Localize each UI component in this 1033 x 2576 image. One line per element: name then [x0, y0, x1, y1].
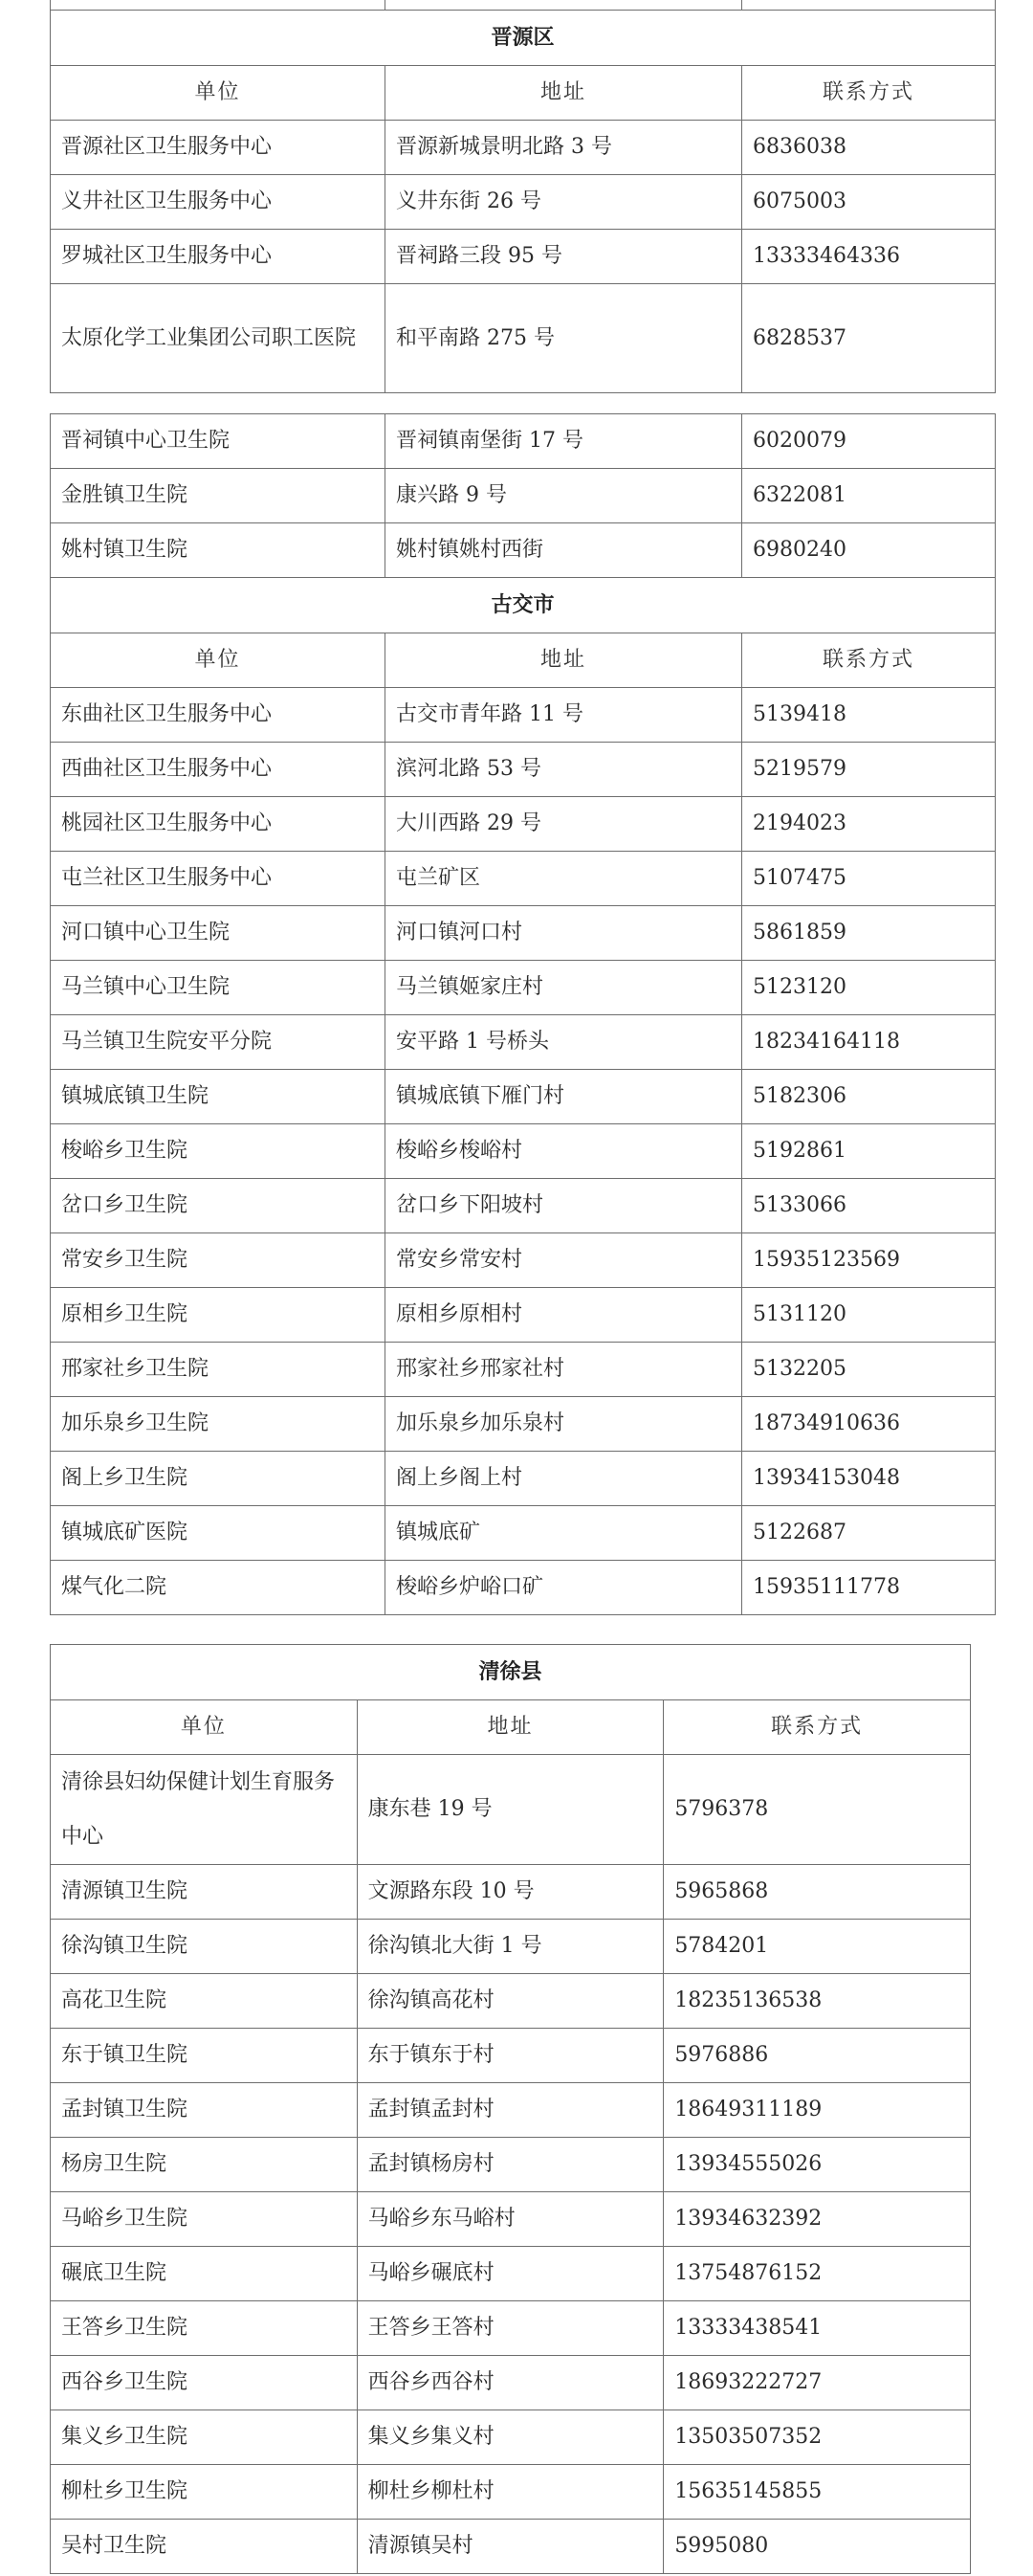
address-cell: 大川西路 29 号 — [385, 797, 742, 852]
address-cell: 徐沟镇高花村 — [357, 1974, 664, 2029]
phone-cell: 15635145855 — [664, 2465, 971, 2520]
unit-cell: 孟封镇卫生院 — [51, 2083, 358, 2138]
address-cell: 晋源新城景明北路 3 号 — [385, 121, 742, 175]
header-contact: 联系方式 — [742, 633, 996, 688]
unit-cell: 杨房卫生院 — [51, 2138, 358, 2192]
address-cell: 孟封镇杨房村 — [357, 2138, 664, 2192]
address-cell: 阁上乡阁上村 — [385, 1452, 742, 1506]
phone-cell: 6980240 — [742, 523, 996, 578]
phone-cell: 18235136538 — [664, 1974, 971, 2029]
phone-cell: 6836038 — [742, 121, 996, 175]
table-jinyuan — [50, 0, 996, 393]
cell-empty — [742, 0, 996, 11]
table-row — [51, 1233, 996, 1288]
unit-cell: 原相乡卫生院 — [51, 1288, 385, 1343]
table-row — [51, 175, 996, 230]
table-row — [51, 230, 996, 284]
table-row — [51, 2247, 971, 2301]
phone-cell: 2194023 — [742, 797, 996, 852]
cut-off-row — [51, 0, 996, 11]
address-cell: 安平路 1 号桥头 — [385, 1015, 742, 1070]
phone-cell: 5107475 — [742, 852, 996, 906]
address-cell: 滨河北路 53 号 — [385, 743, 742, 797]
address-cell: 镇城底矿 — [385, 1506, 742, 1561]
phone-cell: 13754876152 — [664, 2247, 971, 2301]
address-cell: 古交市青年路 11 号 — [385, 688, 742, 743]
address-cell: 东于镇东于村 — [357, 2029, 664, 2083]
region-row — [51, 578, 996, 633]
table-row — [51, 1124, 996, 1179]
address-cell: 文源路东段 10 号 — [357, 1865, 664, 1920]
phone-cell: 13934555026 — [664, 2138, 971, 2192]
unit-cell: 西谷乡卫生院 — [51, 2356, 358, 2410]
phone-cell: 6828537 — [742, 284, 996, 393]
phone-cell: 5123120 — [742, 961, 996, 1015]
address-cell: 加乐泉乡加乐泉村 — [385, 1397, 742, 1452]
header-contact: 联系方式 — [742, 66, 996, 121]
address-cell: 晋祠镇南堡街 17 号 — [385, 414, 742, 469]
header-row — [51, 633, 996, 688]
table-qingxu — [50, 1644, 971, 2574]
phone-cell: 13333464336 — [742, 230, 996, 284]
table-row — [51, 523, 996, 578]
address-cell: 柳杜乡柳杜村 — [357, 2465, 664, 2520]
table-row — [51, 797, 996, 852]
phone-cell: 6075003 — [742, 175, 996, 230]
phone-cell: 5965868 — [664, 1865, 971, 1920]
address-cell: 河口镇河口村 — [385, 906, 742, 961]
unit-cell: 邢家社乡卫生院 — [51, 1343, 385, 1397]
unit-cell: 姚村镇卫生院 — [51, 523, 385, 578]
header-row — [51, 66, 996, 121]
unit-cell: 清源镇卫生院 — [51, 1865, 358, 1920]
address-cell: 邢家社乡邢家社村 — [385, 1343, 742, 1397]
phone-cell: 5796378 — [664, 1755, 971, 1865]
table-row — [51, 2410, 971, 2465]
table-row — [51, 2301, 971, 2356]
unit-cell: 集义乡卫生院 — [51, 2410, 358, 2465]
address-cell: 晋祠路三段 95 号 — [385, 230, 742, 284]
table-row — [51, 284, 996, 393]
region-title: 晋源区 — [51, 11, 996, 66]
phone-cell: 5219579 — [742, 743, 996, 797]
address-cell: 马峪乡东马峪村 — [357, 2192, 664, 2247]
phone-cell: 13333438541 — [664, 2301, 971, 2356]
table-row — [51, 1179, 996, 1233]
phone-cell: 6020079 — [742, 414, 996, 469]
table-row — [51, 1755, 971, 1865]
address-cell: 原相乡原相村 — [385, 1288, 742, 1343]
address-cell: 梭峪乡炉峪口矿 — [385, 1561, 742, 1615]
region-row — [51, 11, 996, 66]
address-cell: 集义乡集义村 — [357, 2410, 664, 2465]
phone-cell: 5995080 — [664, 2520, 971, 2574]
unit-cell: 金胜镇卫生院 — [51, 469, 385, 523]
header-unit: 单位 — [51, 1700, 358, 1755]
unit-cell: 清徐县妇幼保健计划生育服务中心 — [51, 1755, 358, 1865]
unit-cell: 太原化学工业集团公司职工医院 — [51, 284, 385, 393]
address-cell: 王答乡王答村 — [357, 2301, 664, 2356]
cell-empty — [385, 0, 742, 11]
header-address: 地址 — [385, 66, 742, 121]
address-cell: 和平南路 275 号 — [385, 284, 742, 393]
header-row — [51, 1700, 971, 1755]
unit-cell: 高花卫生院 — [51, 1974, 358, 2029]
unit-cell: 屯兰社区卫生服务中心 — [51, 852, 385, 906]
unit-cell: 加乐泉乡卫生院 — [51, 1397, 385, 1452]
phone-cell: 18649311189 — [664, 2083, 971, 2138]
phone-cell: 5139418 — [742, 688, 996, 743]
header-address: 地址 — [385, 633, 742, 688]
unit-cell: 东于镇卫生院 — [51, 2029, 358, 2083]
unit-cell: 吴村卫生院 — [51, 2520, 358, 2574]
unit-cell: 桃园社区卫生服务中心 — [51, 797, 385, 852]
table-row — [51, 743, 996, 797]
phone-cell: 15935111778 — [742, 1561, 996, 1615]
unit-cell: 马兰镇卫生院安平分院 — [51, 1015, 385, 1070]
address-cell: 康兴路 9 号 — [385, 469, 742, 523]
phone-cell: 5131120 — [742, 1288, 996, 1343]
phone-cell: 13934632392 — [664, 2192, 971, 2247]
table-row — [51, 1343, 996, 1397]
unit-cell: 王答乡卫生院 — [51, 2301, 358, 2356]
address-cell: 常安乡常安村 — [385, 1233, 742, 1288]
table-row — [51, 1920, 971, 1974]
phone-cell: 5192861 — [742, 1124, 996, 1179]
table-row — [51, 2192, 971, 2247]
region-row — [51, 1645, 971, 1700]
phone-cell: 5122687 — [742, 1506, 996, 1561]
address-cell: 孟封镇孟封村 — [357, 2083, 664, 2138]
unit-cell: 镇城底矿医院 — [51, 1506, 385, 1561]
table-row — [51, 2465, 971, 2520]
address-cell: 梭峪乡梭峪村 — [385, 1124, 742, 1179]
table-row — [51, 2520, 971, 2574]
table-row — [51, 1452, 996, 1506]
phone-cell: 5861859 — [742, 906, 996, 961]
phone-cell: 5976886 — [664, 2029, 971, 2083]
region-title: 清徐县 — [51, 1645, 971, 1700]
phone-cell: 6322081 — [742, 469, 996, 523]
unit-cell: 河口镇中心卫生院 — [51, 906, 385, 961]
unit-cell: 马兰镇中心卫生院 — [51, 961, 385, 1015]
header-unit: 单位 — [51, 633, 385, 688]
table-row — [51, 1015, 996, 1070]
table-row — [51, 1865, 971, 1920]
table-row — [51, 469, 996, 523]
unit-cell: 徐沟镇卫生院 — [51, 1920, 358, 1974]
table-row — [51, 1506, 996, 1561]
unit-cell: 罗城社区卫生服务中心 — [51, 230, 385, 284]
unit-cell: 晋祠镇中心卫生院 — [51, 414, 385, 469]
phone-cell: 18234164118 — [742, 1015, 996, 1070]
table-row — [51, 2029, 971, 2083]
table-row — [51, 414, 996, 469]
phone-cell: 13934153048 — [742, 1452, 996, 1506]
unit-cell: 常安乡卫生院 — [51, 1233, 385, 1288]
unit-cell: 镇城底镇卫生院 — [51, 1070, 385, 1124]
address-cell: 姚村镇姚村西街 — [385, 523, 742, 578]
unit-cell: 义井社区卫生服务中心 — [51, 175, 385, 230]
region-title: 古交市 — [51, 578, 996, 633]
unit-cell: 岔口乡卫生院 — [51, 1179, 385, 1233]
address-cell: 马兰镇姬家庄村 — [385, 961, 742, 1015]
unit-cell: 柳杜乡卫生院 — [51, 2465, 358, 2520]
phone-cell: 5132205 — [742, 1343, 996, 1397]
table-row — [51, 2083, 971, 2138]
phone-cell: 5182306 — [742, 1070, 996, 1124]
table-row — [51, 121, 996, 175]
address-cell: 徐沟镇北大街 1 号 — [357, 1920, 664, 1974]
header-contact: 联系方式 — [664, 1700, 971, 1755]
unit-cell: 东曲社区卫生服务中心 — [51, 688, 385, 743]
address-cell: 岔口乡下阳坡村 — [385, 1179, 742, 1233]
table-row — [51, 1397, 996, 1452]
address-cell: 义井东街 26 号 — [385, 175, 742, 230]
address-cell: 镇城底镇下雁门村 — [385, 1070, 742, 1124]
table-row — [51, 2356, 971, 2410]
header-unit: 单位 — [51, 66, 385, 121]
table-gujiao — [50, 413, 996, 1615]
phone-cell: 18734910636 — [742, 1397, 996, 1452]
phone-cell: 5784201 — [664, 1920, 971, 1974]
header-address: 地址 — [357, 1700, 664, 1755]
table-row — [51, 688, 996, 743]
table-row — [51, 906, 996, 961]
unit-cell: 马峪乡卫生院 — [51, 2192, 358, 2247]
phone-cell: 13503507352 — [664, 2410, 971, 2465]
cell-empty — [51, 0, 385, 11]
address-cell: 马峪乡碾底村 — [357, 2247, 664, 2301]
address-cell: 屯兰矿区 — [385, 852, 742, 906]
unit-cell: 碾底卫生院 — [51, 2247, 358, 2301]
address-cell: 清源镇吴村 — [357, 2520, 664, 2574]
table-row — [51, 1070, 996, 1124]
table-row — [51, 1561, 996, 1615]
unit-cell: 西曲社区卫生服务中心 — [51, 743, 385, 797]
table-row — [51, 961, 996, 1015]
phone-cell: 18693222727 — [664, 2356, 971, 2410]
table-row — [51, 2138, 971, 2192]
unit-cell: 阁上乡卫生院 — [51, 1452, 385, 1506]
address-cell: 康东巷 19 号 — [357, 1755, 664, 1865]
phone-cell: 5133066 — [742, 1179, 996, 1233]
phone-cell: 15935123569 — [742, 1233, 996, 1288]
table-row — [51, 1288, 996, 1343]
address-cell: 西谷乡西谷村 — [357, 2356, 664, 2410]
table-row — [51, 1974, 971, 2029]
unit-cell: 煤气化二院 — [51, 1561, 385, 1615]
unit-cell: 梭峪乡卫生院 — [51, 1124, 385, 1179]
table-row — [51, 852, 996, 906]
unit-cell: 晋源社区卫生服务中心 — [51, 121, 385, 175]
